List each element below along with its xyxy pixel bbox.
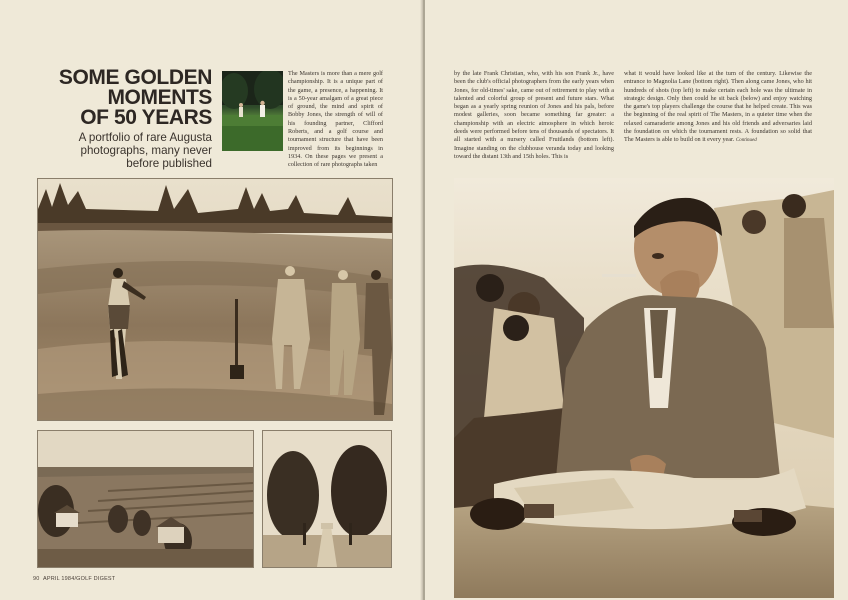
jones-seated-illustration	[454, 178, 834, 598]
body-text-column-3-text: what it would have looked like at the turn of the century. Likewise the entrance to Magnolia Lane (bottom right). Then along came Jones, who hit hundreds of shots (top left) to make certain each hole was the ultimate in strategic design. Only then could he sit back (below) and enjoy watching the game's top players challenge the course that he helped create. This was the beginning of the real spirit of The Masters, in a quieter time when the relaxed camaraderie among Jones and his old friends and adversaries laid the foundation on which the tournament rests. A foundation so solid that The Masters is able to build on it every year.	[624, 70, 812, 144]
headline-block	[30, 68, 212, 170]
continued-label: Continued	[735, 138, 757, 144]
body-column-3	[624, 70, 812, 146]
photo-magnolia-lane-entrance	[262, 430, 392, 568]
left-page	[0, 0, 423, 600]
body-column-1	[288, 70, 383, 170]
practice-shots-illustration	[38, 179, 392, 420]
body-text-column-1: The Masters is more than a mere golf championship. It is a unique part of the game, a presence, a happening. It is a 50-year amalgam of a great piece of ground, the mind and spirit of Bobby Jones, the strength of will of his founding partner, Clifford Roberts, and a golf course and tournament structure that have been improved from its beginnings in 1934. On these pages we present a collection of rare photographs taken	[288, 70, 383, 169]
body-text-column-2: by the late Frank Christian, who, with his son Frank Jr., have been the club's official photographers from the early years when Jones, for old-times' sake, came out of retirement to play with a talented and colorful group of present and future stars. What began as a yearly spring reunion of Jones and his pals, before modest galleries, soon became something far greater: a championship with an electric atmosphere in which heroic deeds were performed before tens of thousands of spectators. It all started with a nursery called Fruitlands (bottom left). Imagine standing on the clubhouse veranda today and looking toward the distant 13th and 15th holes. This is	[454, 70, 614, 160]
article-title: SOME GOLDEN MOMENTS OF 50 YEARS	[58, 66, 212, 129]
photo-fruitlands-nursery	[37, 430, 254, 568]
issue-line: APRIL 1984/GOLF DIGEST	[43, 576, 116, 582]
right-page	[425, 0, 848, 600]
body-text-column-3	[624, 70, 812, 146]
body-column-2	[454, 70, 614, 161]
thumbnail-illustration	[222, 71, 283, 151]
folio	[33, 576, 115, 582]
color-thumbnail-photo	[222, 71, 283, 151]
nursery-illustration	[38, 431, 253, 567]
magnolia-lane-illustration	[263, 431, 391, 567]
page-number: 90	[33, 576, 40, 582]
photo-jones-seated	[454, 178, 834, 598]
article-subtitle: A portfolio of rare Augusta photographs, many never before published	[78, 131, 212, 170]
photo-jones-practice-shots	[37, 178, 393, 421]
